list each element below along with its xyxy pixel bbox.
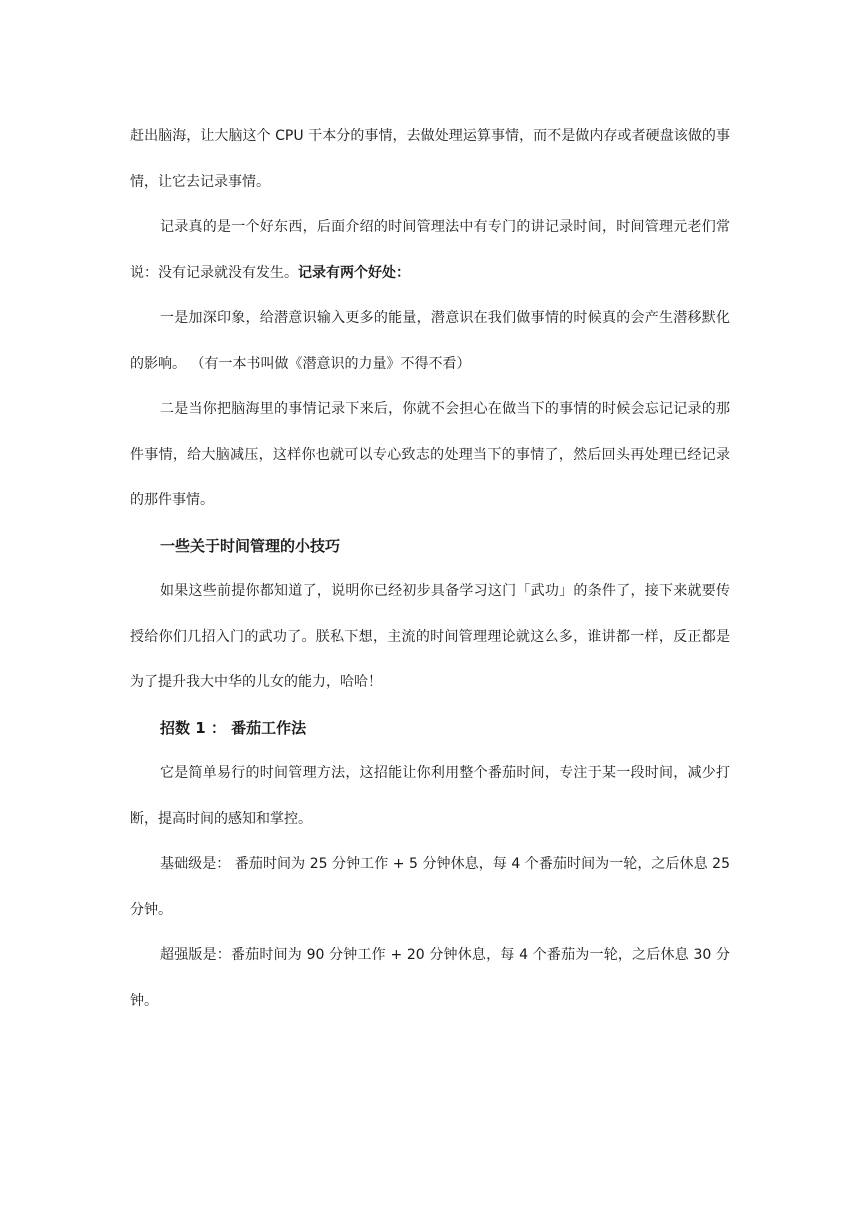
paragraph-pomodoro-desc: 它是简单易行的时间管理方法，这招能让你利用整个番茄时间，专注于某一段时间，减少打断，提高时间的感知和掌控。 xyxy=(130,765,730,827)
paragraph-recording xyxy=(130,205,730,296)
paragraph-benefit-two: 二是当你把脑海里的事情记录下来后，你就不会担心在做当下的事情的时候会忘记记录的那件事情，给大脑减压，这样你也就可以专心致志的处理当下的事情了，然后回头再处理已经记录的那件事情。 xyxy=(130,401,730,508)
section-heading-tips: 一些关于时间管理的小技巧 xyxy=(160,536,341,555)
paragraph-recording-bold: 记录有两个好处： xyxy=(298,264,410,281)
paragraph-pomodoro-advanced: 超强版是：番茄时间为 90 分钟工作 + 20 分钟休息，每 4 个番茄为一轮，之后休息 30 分钟。 xyxy=(130,947,730,1009)
paragraph-benefit-one: 一是加深印象，给潜意识输入更多的能量，潜意识在我们做事情的时候真的会产生潜移默化的影响。 （有一本书叫做《潜意识的力量》不得不看） xyxy=(130,310,730,372)
paragraph-continuation: 赶出脑海，让大脑这个 CPU 干本分的事情，去做处理运算事情，而不是做内存或者硬盘该做的事情，让它去记录事情。 xyxy=(130,128,730,190)
paragraph-intro-tips: 如果这些前提你都知道了，说明你已经初步具备学习这门「武功」的条件了，接下来就要传授给你们几招入门的武功了。朕私下想，主流的时间管理理论就这么多，谁讲都一样，反正都是为了提升我大中华的儿女的能力，哈哈！ xyxy=(130,583,730,690)
section-heading-pomodoro: 招数 1 ： 番茄工作法 xyxy=(160,718,307,737)
document-body xyxy=(130,114,730,1024)
paragraph-pomodoro-basic: 基础级是： 番茄时间为 25 分钟工作 + 5 分钟休息，每 4 个番茄时间为一轮，之后休息 25 分钟。 xyxy=(130,856,730,918)
paragraph-recording-text: 记录真的是一个好东西，后面介绍的时间管理法中有专门的讲记录时间，时间管理元老们常说：没有记录就没有发生。 xyxy=(130,219,730,281)
